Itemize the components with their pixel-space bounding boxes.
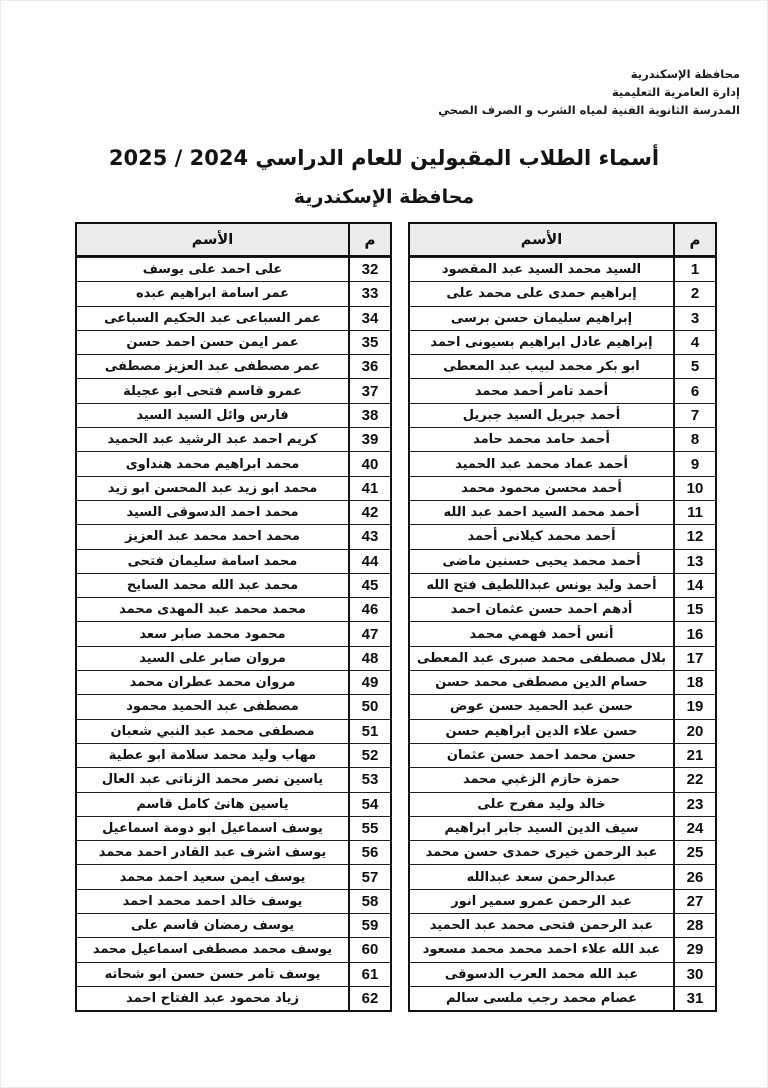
table-row xyxy=(77,670,390,694)
table-row xyxy=(410,427,715,451)
row-number: 27 xyxy=(673,890,715,913)
col-header-name: الأسم xyxy=(520,231,563,248)
table-row xyxy=(77,864,390,888)
row-number: 8 xyxy=(673,428,715,451)
row-number: 29 xyxy=(673,938,715,961)
row-number: 52 xyxy=(348,744,390,767)
student-name: خالد وليد مفرح على xyxy=(477,796,606,812)
row-number: 4 xyxy=(673,331,715,354)
table-row xyxy=(410,792,715,816)
row-number: 2 xyxy=(673,282,715,305)
student-name: محمد عبد الله محمد السايح xyxy=(126,578,299,593)
row-number: 61 xyxy=(348,963,390,986)
row-number: 37 xyxy=(348,379,390,402)
table-row xyxy=(77,354,390,378)
table-row xyxy=(410,306,715,330)
row-number: 48 xyxy=(348,647,390,670)
table-row xyxy=(77,597,390,621)
student-name: ياسين نصر محمد الزناتى عبد العال xyxy=(101,772,324,788)
row-number: 18 xyxy=(673,671,715,694)
row-number: 26 xyxy=(673,865,715,888)
student-name: إبراهيم سليمان حسن برسى xyxy=(450,310,633,326)
table-row xyxy=(410,330,715,354)
row-number: 36 xyxy=(348,355,390,378)
table-row xyxy=(77,549,390,573)
student-name: يوسف اشرف عبد القادر احمد محمد xyxy=(98,845,327,861)
table-row xyxy=(410,378,715,402)
letterhead xyxy=(438,66,740,119)
student-name: مصطفى عبد الحميد محمود xyxy=(126,699,299,715)
student-name: عبد الرحمن فتحى محمد عبد الحميد xyxy=(429,918,654,934)
row-number: 25 xyxy=(673,841,715,864)
table-row xyxy=(77,524,390,548)
row-number: 12 xyxy=(673,525,715,548)
letterhead-governorate: محافظة الإسكندرية xyxy=(630,67,740,81)
student-name: عمرو قاسم فتحى ابو عجيلة xyxy=(123,383,302,399)
table-row xyxy=(410,889,715,913)
row-number: 39 xyxy=(348,428,390,451)
table-row xyxy=(77,792,390,816)
table-row xyxy=(410,549,715,573)
student-name: عمر ايمن حسن احمد حسن xyxy=(126,335,299,351)
table-row xyxy=(410,500,715,524)
table-row xyxy=(410,670,715,694)
student-name: سيف الدين السيد جابر ابراهيم xyxy=(444,820,639,836)
table-row xyxy=(77,281,390,305)
student-name: يوسف محمد مصطفى اسماعيل محمد xyxy=(92,942,333,958)
row-number: 3 xyxy=(673,307,715,330)
table-row xyxy=(410,864,715,888)
student-name: ياسين هانئ كامل قاسم xyxy=(136,796,289,812)
table-row xyxy=(410,573,715,597)
row-number: 41 xyxy=(348,477,390,500)
student-name: حسن علاء الدين ابراهيم حسن xyxy=(445,723,638,739)
row-number: 6 xyxy=(673,379,715,402)
row-number: 14 xyxy=(673,574,715,597)
table-row xyxy=(77,500,390,524)
table-row xyxy=(410,816,715,840)
table-row xyxy=(77,913,390,937)
row-number: 58 xyxy=(348,890,390,913)
row-number: 13 xyxy=(673,550,715,573)
student-name: مهاب وليد محمد سلامة ابو عطية xyxy=(108,748,317,764)
table-row xyxy=(410,646,715,670)
row-number: 34 xyxy=(348,307,390,330)
student-name: عبد الرحمن عمرو سمير انور xyxy=(451,893,632,909)
row-number: 1 xyxy=(673,258,715,281)
row-number: 33 xyxy=(348,282,390,305)
student-name: مروان محمد عطران محمد xyxy=(129,675,296,691)
student-name: يوسف خالد احمد محمد احمد xyxy=(122,893,303,909)
row-number: 45 xyxy=(348,574,390,597)
students-table-left xyxy=(75,222,392,1012)
student-name: عبد الله علاء احمد محمد محمد مسعود xyxy=(422,942,661,958)
row-number: 23 xyxy=(673,793,715,816)
col-header-number: م xyxy=(673,224,715,255)
table-row xyxy=(77,889,390,913)
table-row xyxy=(410,403,715,427)
student-name: عبدالرحمن سعد عبدالله xyxy=(466,869,617,885)
table-row xyxy=(77,937,390,961)
row-number: 44 xyxy=(348,550,390,573)
row-number: 46 xyxy=(348,598,390,621)
student-name: عصام محمد رجب ملسى سالم xyxy=(446,991,637,1007)
student-name: على احمد على يوسف xyxy=(142,262,283,278)
student-name: مروان صابر على السيد xyxy=(139,650,286,666)
student-name: بلال مصطفى محمد صبرى عبد المعطى xyxy=(416,650,667,666)
table-row xyxy=(77,306,390,330)
student-name: محمود محمد صابر سعد xyxy=(139,626,286,642)
row-number: 15 xyxy=(673,598,715,621)
row-number: 11 xyxy=(673,501,715,524)
row-number: 31 xyxy=(673,987,715,1010)
table-header-row xyxy=(410,224,715,257)
student-name: عمر اسامة ابراهيم عبده xyxy=(135,286,290,302)
student-name: إبراهيم حمدى على محمد على xyxy=(446,286,637,302)
student-name: فارس وائل السيد السيد xyxy=(136,407,289,423)
row-number: 30 xyxy=(673,963,715,986)
row-number: 9 xyxy=(673,452,715,475)
table-row xyxy=(77,743,390,767)
row-number: 40 xyxy=(348,452,390,475)
student-name: محمد ابو زيد عبد المحسن ابو زيد xyxy=(107,480,318,496)
table-row xyxy=(410,597,715,621)
student-name: أحمد عماد محمد عبد الحميد xyxy=(455,456,628,472)
row-number: 57 xyxy=(348,865,390,888)
row-number: 42 xyxy=(348,501,390,524)
col-header-name: الأسم xyxy=(191,231,234,248)
row-number: 43 xyxy=(348,525,390,548)
row-number: 32 xyxy=(348,258,390,281)
table-header-row xyxy=(77,224,390,257)
table-row xyxy=(77,767,390,791)
row-number: 21 xyxy=(673,744,715,767)
col-header-number: م xyxy=(348,224,390,255)
row-number: 49 xyxy=(348,671,390,694)
table-row xyxy=(410,281,715,305)
row-number: 56 xyxy=(348,841,390,864)
student-name: حسام الدين مصطفى محمد حسن xyxy=(435,675,648,691)
student-name: أحمد تامر أحمد محمد xyxy=(474,383,609,399)
student-name: محمد محمد عبد المهدى محمد xyxy=(119,602,306,618)
student-name: أحمد محمد السيد احمد عبد الله xyxy=(443,505,640,521)
table-row xyxy=(410,621,715,645)
table-row xyxy=(77,816,390,840)
table-row xyxy=(77,621,390,645)
student-name: محمد اسامة سليمان فتحى xyxy=(127,553,298,569)
table-row xyxy=(77,451,390,475)
document-subtitle: محافظة الإسكندرية xyxy=(293,186,475,208)
letterhead-administration: إدارة العامرية التعليمية xyxy=(611,84,740,99)
row-number: 53 xyxy=(348,768,390,791)
letterhead-school: المدرسة الثانوية الفنية لمياه الشرب و الصرف الصحي xyxy=(438,102,740,117)
student-name: يوسف اسماعيل ابو دومة اسماعيل xyxy=(102,820,323,836)
student-name: السيد محمد السيد عبد المقصود xyxy=(441,262,642,278)
row-number: 22 xyxy=(673,768,715,791)
row-number: 19 xyxy=(673,695,715,718)
table-row xyxy=(77,476,390,500)
table-row xyxy=(410,694,715,718)
table-row xyxy=(77,646,390,670)
table-row xyxy=(410,451,715,475)
table-row xyxy=(410,937,715,961)
student-name: يوسف رمضان قاسم على xyxy=(131,918,294,934)
row-number: 47 xyxy=(348,622,390,645)
student-name: عبد الرحمن خيرى حمدى حسن محمد xyxy=(425,845,658,861)
table-row xyxy=(77,427,390,451)
row-number: 38 xyxy=(348,404,390,427)
student-name: أحمد محمد كيلانى أحمد xyxy=(467,529,616,545)
table-row xyxy=(410,840,715,864)
student-name: عبد الله محمد العرب الدسوقى xyxy=(444,966,639,982)
student-name: محمد ابراهيم محمد هنداوى xyxy=(125,456,300,472)
student-name: إبراهيم عادل ابراهيم بسيونى احمد xyxy=(430,335,653,351)
student-name: يوسف ايمن سعيد احمد محمد xyxy=(119,869,306,885)
row-number: 50 xyxy=(348,695,390,718)
row-number: 60 xyxy=(348,938,390,961)
row-number: 20 xyxy=(673,720,715,743)
student-name: محمد احمد محمد عبد العزيز xyxy=(125,529,300,545)
table-row xyxy=(410,476,715,500)
table-row xyxy=(77,257,390,281)
table-row xyxy=(410,767,715,791)
table-row xyxy=(77,986,390,1010)
student-name: حسن عبد الحميد حسن عوض xyxy=(449,699,634,715)
student-name: أنس أحمد فهمي محمد xyxy=(469,626,614,642)
row-number: 24 xyxy=(673,817,715,840)
row-number: 7 xyxy=(673,404,715,427)
document-title: أسماء الطلاب المقبولين للعام الدراسي 2024 / 2025 xyxy=(108,146,660,170)
table-row xyxy=(410,719,715,743)
student-name: محمد احمد الدسوقى السيد xyxy=(126,505,299,521)
table-row xyxy=(77,694,390,718)
row-number: 5 xyxy=(673,355,715,378)
row-number: 51 xyxy=(348,720,390,743)
student-name: أحمد وليد يونس عبداللطيف فتح الله xyxy=(426,578,657,593)
row-number: 17 xyxy=(673,647,715,670)
table-row xyxy=(77,719,390,743)
row-number: 28 xyxy=(673,914,715,937)
table-row xyxy=(77,962,390,986)
student-name: حسن محمد احمد حسن عثمان xyxy=(446,748,637,764)
student-name: حمزة حازم الزغبي محمد xyxy=(462,772,621,788)
student-name: يوسف تامر حسن حسن ابو شحاته xyxy=(104,966,321,982)
student-name: عمر مصطفى عبد العزيز مصطفى xyxy=(104,359,321,375)
row-number: 59 xyxy=(348,914,390,937)
table-row xyxy=(77,840,390,864)
student-name: زياد محمود عبد الفتاح احمد xyxy=(126,991,299,1007)
table-row xyxy=(410,524,715,548)
row-number: 54 xyxy=(348,793,390,816)
table-row xyxy=(77,403,390,427)
table-row xyxy=(410,257,715,281)
table-row xyxy=(410,986,715,1010)
row-number: 55 xyxy=(348,817,390,840)
row-number: 35 xyxy=(348,331,390,354)
row-number: 10 xyxy=(673,477,715,500)
table-row xyxy=(410,743,715,767)
row-number: 62 xyxy=(348,987,390,1010)
student-name: كريم احمد عبد الرشيد عبد الحميد xyxy=(107,432,318,448)
student-name: أحمد محسن محمود محمد xyxy=(461,480,622,496)
table-row xyxy=(410,962,715,986)
student-name: أحمد جبريل السيد جبريل xyxy=(462,407,621,423)
student-name: مصطفى محمد عبد النبي شعبان xyxy=(110,723,315,739)
table-row xyxy=(77,330,390,354)
table-row xyxy=(77,573,390,597)
student-name: ابو بكر محمد لبيب عبد المعطى xyxy=(443,359,640,375)
row-number: 16 xyxy=(673,622,715,645)
student-name: أدهم احمد حسن عثمان احمد xyxy=(450,602,633,618)
table-row xyxy=(410,354,715,378)
students-table-right xyxy=(408,222,717,1012)
student-name: أحمد حامد محمد حامد xyxy=(473,432,610,448)
student-name: عمر السباعى عبد الحكيم السباعى xyxy=(104,310,321,326)
table-row xyxy=(410,913,715,937)
table-row xyxy=(77,378,390,402)
student-name: أحمد محمد يحيى حسنين ماضى xyxy=(442,553,641,569)
